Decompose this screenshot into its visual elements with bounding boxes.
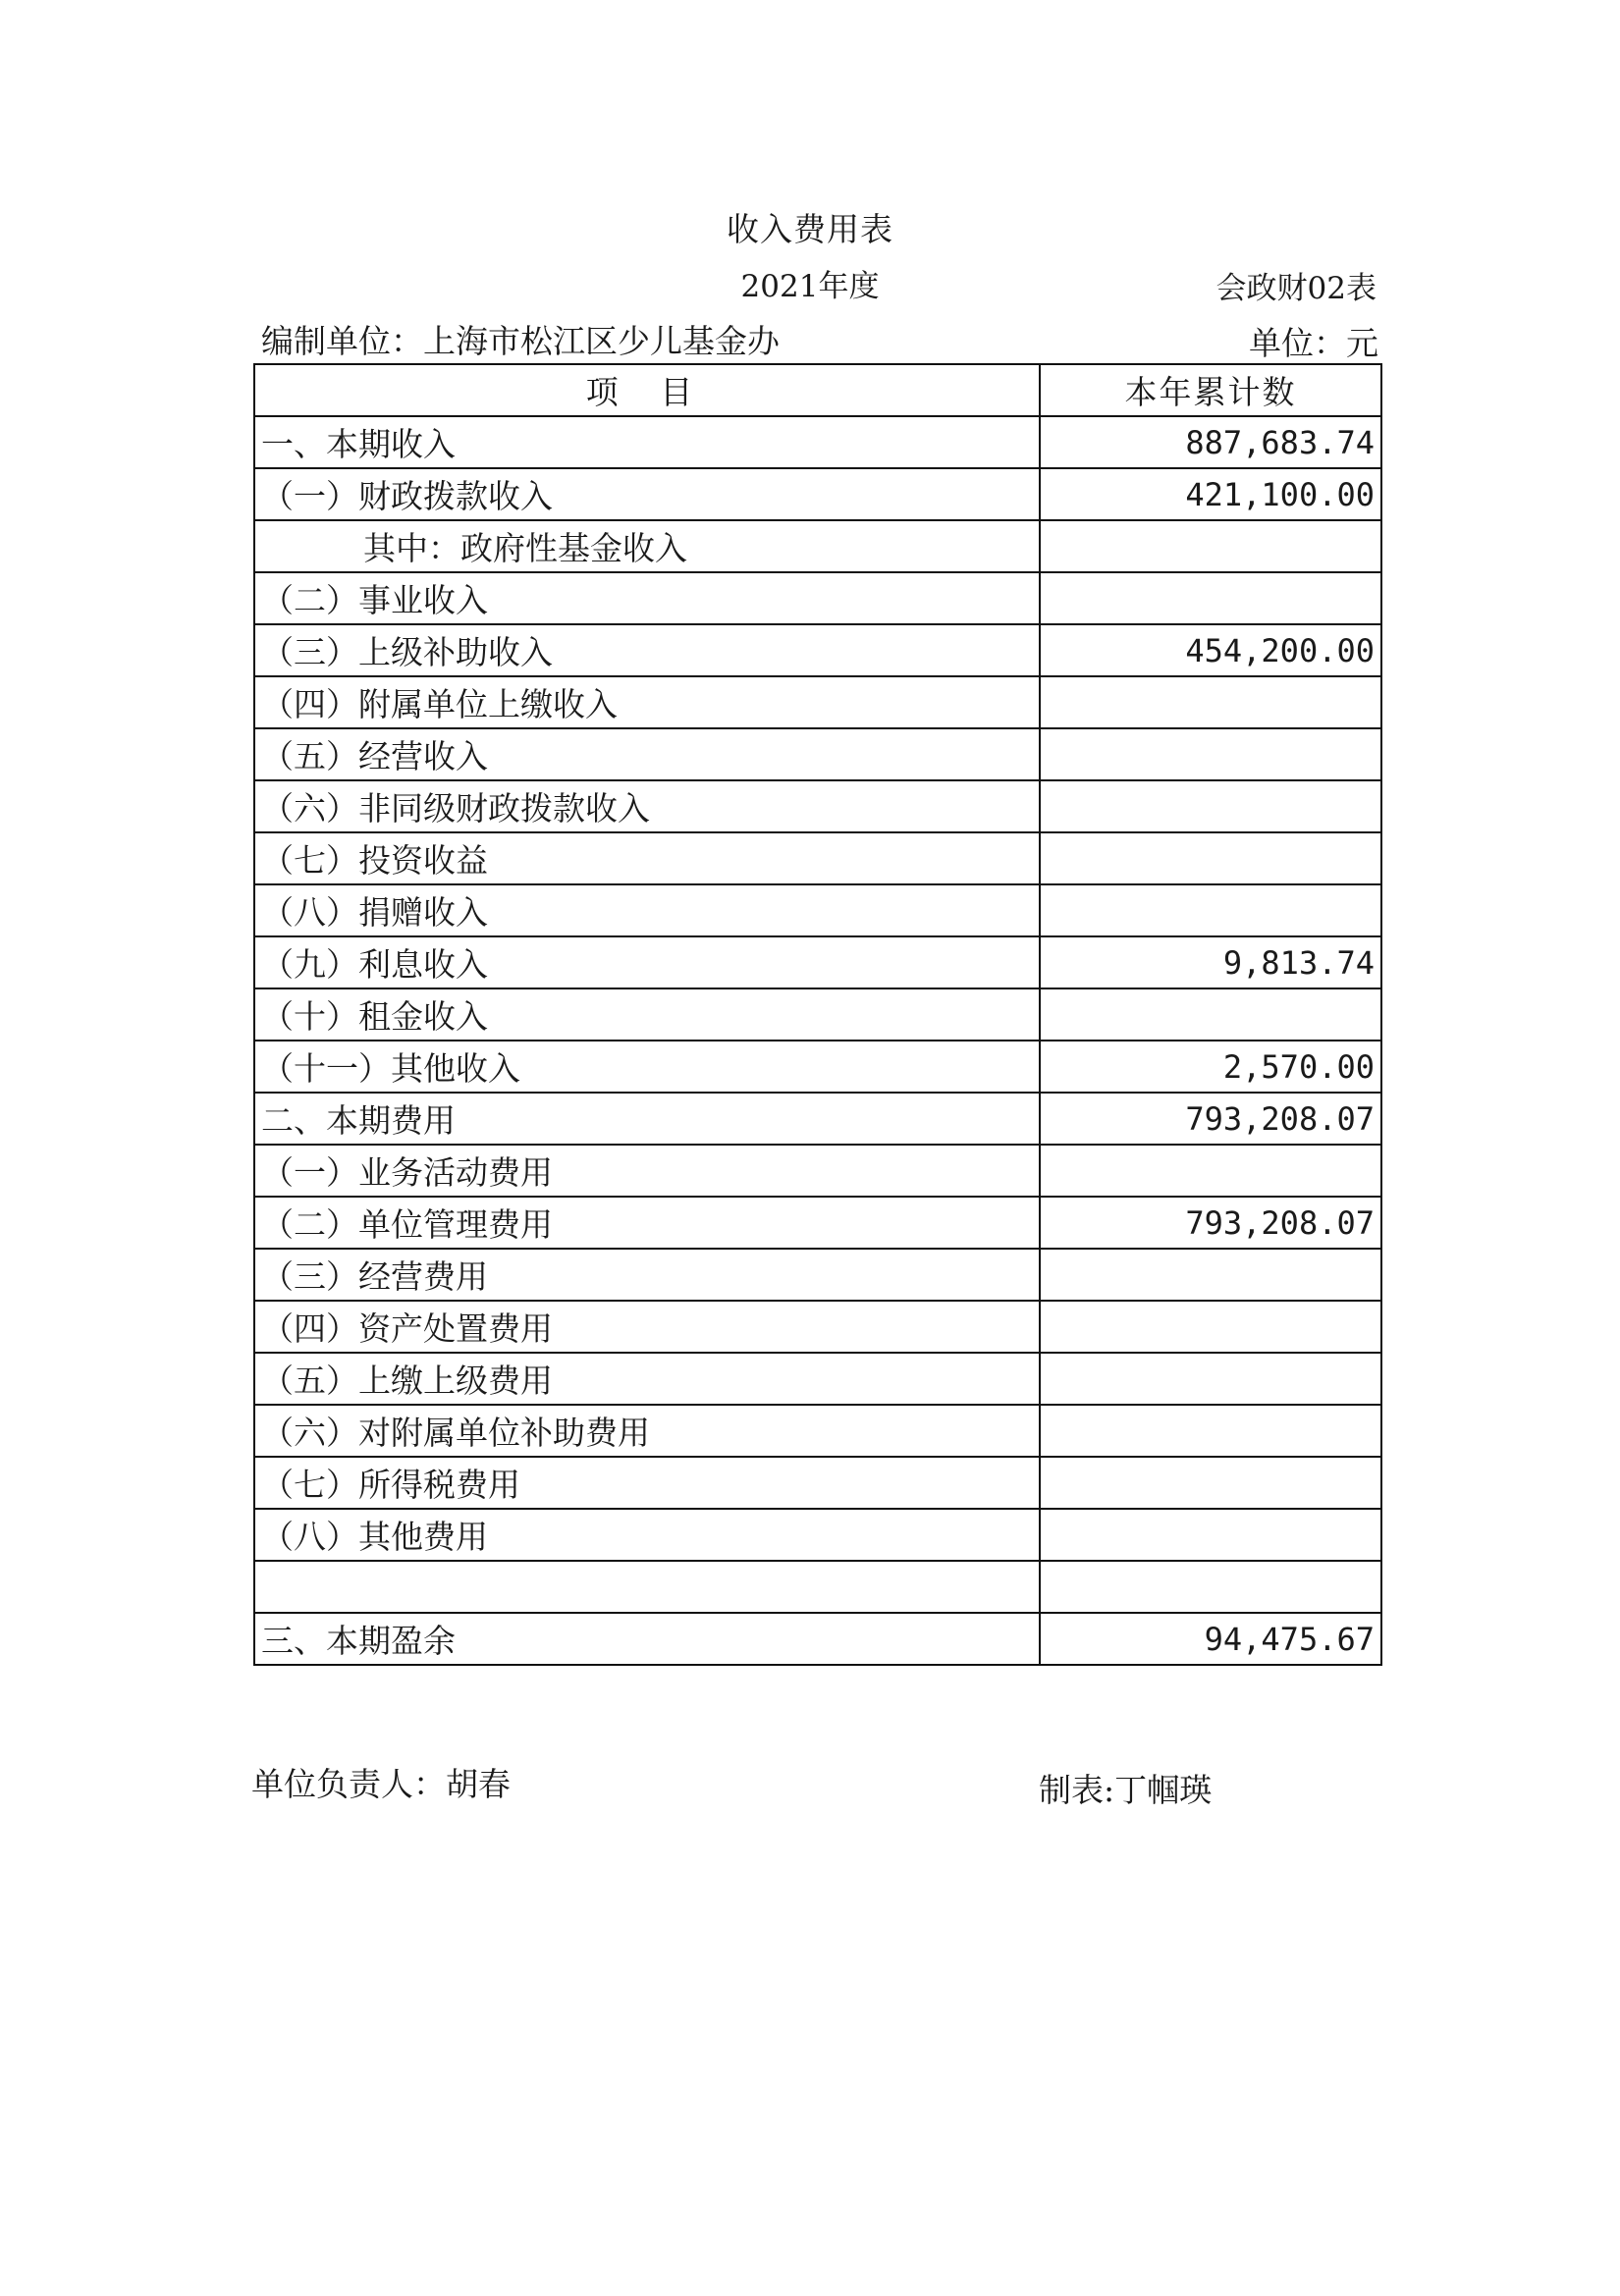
row-item: 三、本期盈余	[254, 1613, 1040, 1665]
row-value	[1040, 884, 1381, 936]
currency-unit: 单位：元	[1249, 324, 1378, 362]
row-item: （五）上缴上级费用	[254, 1353, 1040, 1405]
row-item: 其中：政府性基金收入	[254, 520, 1040, 572]
report-year: 2021年度	[740, 269, 880, 304]
row-value	[1040, 832, 1381, 884]
table-row	[254, 1041, 1381, 1093]
table-row	[254, 676, 1381, 728]
table-row	[254, 520, 1381, 572]
table-row	[254, 1145, 1381, 1197]
row-value	[1040, 728, 1381, 780]
table-row	[254, 1197, 1381, 1249]
row-value: 9,813.74	[1040, 936, 1381, 988]
preparing-organization: 编制单位：上海市松江区少儿基金办	[261, 322, 780, 360]
row-value	[1040, 676, 1381, 728]
table-row	[254, 1353, 1381, 1405]
row-item: （二）单位管理费用	[254, 1197, 1040, 1249]
row-value	[1040, 572, 1381, 624]
row-value	[1040, 1353, 1381, 1405]
row-value	[1040, 780, 1381, 832]
row-value	[1040, 1457, 1381, 1509]
row-item: 一、本期收入	[254, 416, 1040, 468]
row-value: 454,200.00	[1040, 624, 1381, 676]
table-row	[254, 468, 1381, 520]
table-row	[254, 624, 1381, 676]
table-row	[254, 988, 1381, 1041]
row-item: （三）经营费用	[254, 1249, 1040, 1301]
column-header-item: 项 目	[254, 364, 1040, 416]
row-value: 94,475.67	[1040, 1613, 1381, 1665]
row-item: （八）捐赠收入	[254, 884, 1040, 936]
row-item: （六）对附属单位补助费用	[254, 1405, 1040, 1457]
table-row	[254, 728, 1381, 780]
table-row	[254, 572, 1381, 624]
table-row	[254, 1093, 1381, 1145]
table-row	[254, 884, 1381, 936]
row-item: （一）财政拨款收入	[254, 468, 1040, 520]
row-item: （九）利息收入	[254, 936, 1040, 988]
table-row	[254, 1509, 1381, 1561]
table-row	[254, 832, 1381, 884]
row-item: （六）非同级财政拨款收入	[254, 780, 1040, 832]
table-header-row	[254, 364, 1381, 416]
table-row	[254, 1249, 1381, 1301]
table-row	[254, 1301, 1381, 1353]
form-code: 会政财02表	[1215, 271, 1377, 306]
row-value: 793,208.07	[1040, 1093, 1381, 1145]
row-item: （一）业务活动费用	[254, 1145, 1040, 1197]
column-header-value: 本年累计数	[1040, 364, 1381, 416]
income-expense-table	[253, 363, 1382, 1666]
table-row	[254, 936, 1381, 988]
table-row	[254, 780, 1381, 832]
row-item: （七）所得税费用	[254, 1457, 1040, 1509]
table-row	[254, 1457, 1381, 1509]
row-item: （十一）其他收入	[254, 1041, 1040, 1093]
row-value: 421,100.00	[1040, 468, 1381, 520]
row-value	[1040, 1405, 1381, 1457]
table-row	[254, 1405, 1381, 1457]
table-row	[254, 416, 1381, 468]
row-value: 887,683.74	[1040, 416, 1381, 468]
row-item	[254, 1561, 1040, 1613]
row-item: 二、本期费用	[254, 1093, 1040, 1145]
row-item: （四）附属单位上缴收入	[254, 676, 1040, 728]
unit-head-signature: 单位负责人：胡春	[251, 1765, 511, 1803]
row-value	[1040, 520, 1381, 572]
row-value	[1040, 1509, 1381, 1561]
row-value	[1040, 1301, 1381, 1353]
row-value	[1040, 1249, 1381, 1301]
table-row-blank	[254, 1561, 1381, 1613]
row-value	[1040, 1145, 1381, 1197]
table-row	[254, 1613, 1381, 1665]
row-item: （五）经营收入	[254, 728, 1040, 780]
row-value: 2,570.00	[1040, 1041, 1381, 1093]
row-value: 793,208.07	[1040, 1197, 1381, 1249]
row-value	[1040, 988, 1381, 1041]
row-item: （三）上级补助收入	[254, 624, 1040, 676]
row-item: （四）资产处置费用	[254, 1301, 1040, 1353]
preparer-signature: 制表:丁帼瑛	[1039, 1771, 1213, 1809]
row-item: （七）投资收益	[254, 832, 1040, 884]
report-title: 收入费用表	[727, 210, 893, 248]
row-value	[1040, 1561, 1381, 1613]
row-item: （八）其他费用	[254, 1509, 1040, 1561]
row-item: （十）租金收入	[254, 988, 1040, 1041]
row-item: （二）事业收入	[254, 572, 1040, 624]
